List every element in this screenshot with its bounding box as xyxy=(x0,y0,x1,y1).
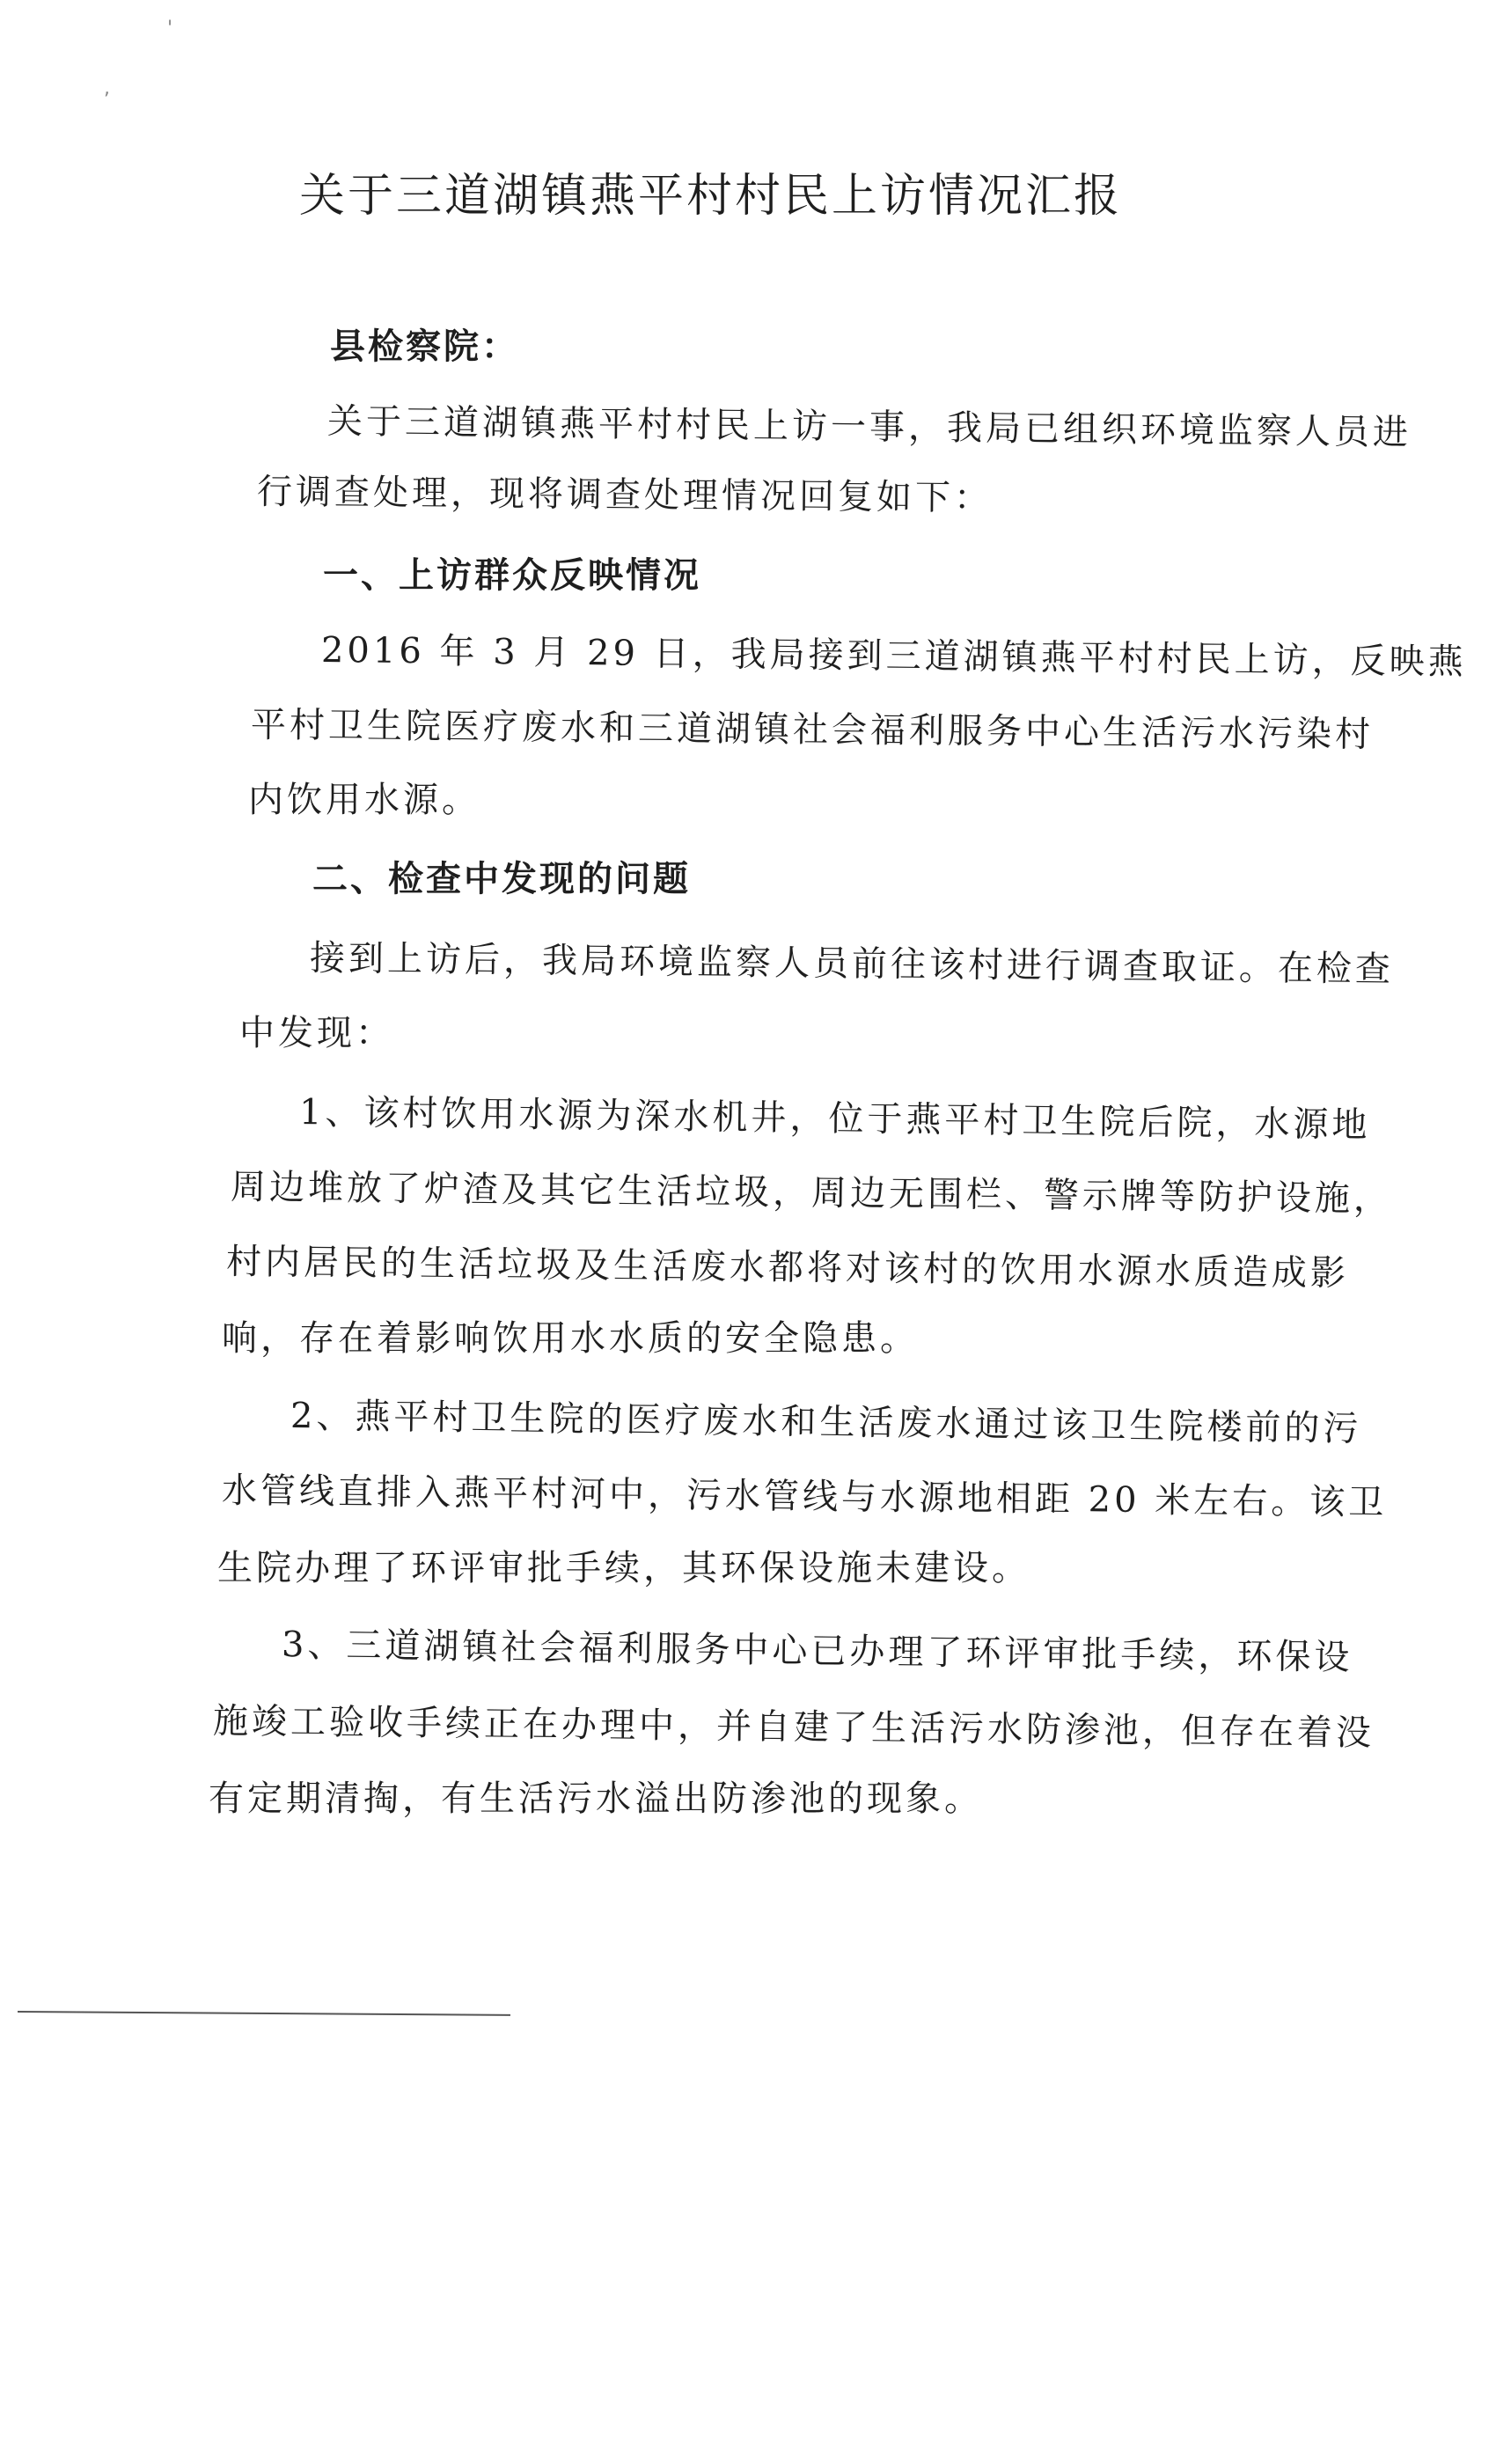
section1-line-2: 平村卫生院医疗废水和三道湖镇社会福利服务中心生活污水污染村 xyxy=(250,705,1375,756)
item3-line-2: 施竣工验收手续正在办理中，并自建了生活污水防渗池，但存在着没 xyxy=(212,1701,1375,1754)
section2-intro-line-1: 接到上访后，我局环境监察人员前往该村进行调查取证。在检查 xyxy=(309,938,1395,990)
item1-line-4: 响，存在着影响饮用水水质的安全隐患。 xyxy=(222,1318,919,1359)
item3-line-1: 3、三道湖镇社会福利服务中心已办理了环评审批手续，环保设 xyxy=(281,1624,1353,1678)
intro-line-1: 关于三道湖镇燕平村村民上访一事，我局已组织环境监察人员进 xyxy=(326,401,1412,453)
item1-line-2: 周边堆放了炉渣及其它生活垃圾，周边无围栏、警示牌等防护设施， xyxy=(230,1167,1393,1220)
item2-line-3: 生院办理了环评审批手续，其环保设施未建设。 xyxy=(217,1548,1030,1588)
document-title: 关于三道湖镇燕平村村民上访情况汇报 xyxy=(299,170,1123,223)
intro-line-2: 行调查处理，现将调查处理情况回复如下： xyxy=(256,472,994,519)
item1-line-1: 1、该村饮用水源为深水机井，位于燕平村卫生院后院，水源地 xyxy=(298,1092,1371,1146)
section2-heading: 二、检查中发现的问题 xyxy=(312,859,691,899)
section1-heading: 一、上访群众反映情况 xyxy=(323,555,701,596)
section2-intro-line-2: 中发现： xyxy=(239,1013,394,1053)
scan-speck: ' xyxy=(167,18,173,40)
scan-speck: , xyxy=(104,77,110,99)
scan-edge-line xyxy=(18,2011,510,2016)
section1-line-3: 内饮用水源。 xyxy=(248,780,480,820)
item2-line-2: 水管线直排入燕平村河中，污水管线与水源地相距 20 米左右。该卫 xyxy=(221,1470,1388,1523)
item1-line-3: 村内居民的生活垃圾及生活废水都将对该村的饮用水源水质造成影 xyxy=(225,1242,1350,1294)
section1-line-1: 2016 年 3 月 29 日，我局接到三道湖镇燕平村村民上访，反映燕 xyxy=(320,630,1467,683)
item2-line-1: 2、燕平村卫生院的医疗废水和生活废水通过该卫生院楼前的污 xyxy=(290,1396,1362,1449)
item3-line-3: 有定期清掏，有生活污水溢出防渗池的现象。 xyxy=(209,1778,983,1819)
addressee: 县检察院： xyxy=(330,326,519,367)
